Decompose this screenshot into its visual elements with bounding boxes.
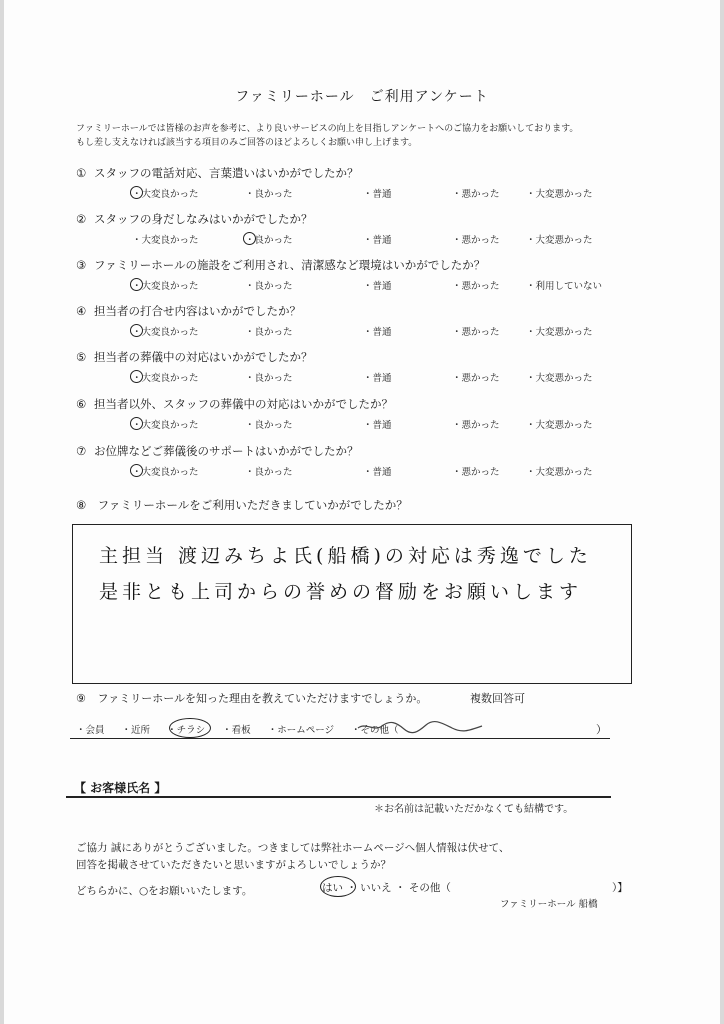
option-5-3[interactable]: ・普通 [363, 373, 392, 384]
option-4-5[interactable]: ・大変悪かった [526, 327, 593, 338]
scan-edge-left [0, 0, 4, 1024]
option-2-2[interactable]: ・良かった [245, 235, 293, 246]
option-1-4[interactable]: ・悪かった [452, 189, 500, 200]
q9-underline [70, 738, 610, 739]
question-4 [76, 303, 301, 319]
footer-line-2: 回答を掲載させていただきたいと思いますがよろしいでしょうか？ [76, 859, 391, 871]
option-6-5[interactable]: ・大変悪かった [526, 420, 593, 431]
selection-circle-3 [130, 278, 143, 291]
question-2-options [0, 232, 724, 246]
store-name: ファミリーホール 船橋 [500, 899, 598, 910]
question-7-options [0, 464, 724, 478]
option-4-3[interactable]: ・普通 [363, 327, 392, 338]
question-3-text: ファミリーホールの施設をご利用され、清潔感など環境はいかがでしたか？ [94, 258, 486, 272]
q9-option-member[interactable]: ・会員 [76, 725, 105, 736]
selection-circle-7 [130, 464, 143, 477]
selection-circle-1 [130, 186, 143, 199]
question-5-number: ⑤ [76, 350, 87, 364]
footer-text [76, 840, 509, 874]
option-5-5[interactable]: ・大変悪かった [526, 373, 593, 384]
question-9-note: 複数回答可 [470, 692, 525, 705]
choice-prompt: どちらかに、○をお願いいたします。 [76, 885, 253, 897]
option-6-2[interactable]: ・良かった [245, 420, 293, 431]
option-3-1[interactable]: ・大変良かった [132, 281, 199, 292]
scan-edge-right [720, 0, 724, 1024]
q9-option-nearby[interactable]: ・近所 [121, 725, 151, 736]
consent-options[interactable]: はい ・ いいえ ・ その他（ [322, 882, 451, 894]
option-1-2[interactable]: ・良かった [245, 189, 293, 200]
option-2-5[interactable]: ・大変悪かった [526, 235, 593, 246]
question-1 [76, 165, 359, 181]
question-5 [76, 349, 313, 365]
selection-circle-5 [130, 370, 143, 383]
q9-option-flyer[interactable]: ・チラシ [167, 725, 206, 736]
option-3-4[interactable]: ・悪かった [452, 281, 500, 292]
comment-box[interactable] [72, 524, 632, 684]
question-5-text: 担当者の葬儀中の対応はいかがでしたか？ [94, 350, 313, 364]
q9-option-other[interactable]: ・その他（ [351, 725, 399, 736]
question-4-number: ④ [76, 304, 87, 318]
option-7-4[interactable]: ・悪かった [452, 467, 500, 478]
q9-option-homepage[interactable]: ・ホームページ [267, 725, 334, 736]
customer-name-line[interactable] [66, 796, 611, 798]
question-2 [76, 211, 313, 227]
question-8 [76, 497, 408, 513]
page-title: ファミリーホール ご利用アンケート [235, 89, 489, 105]
option-3-5[interactable]: ・利用していない [526, 281, 603, 292]
option-6-3[interactable]: ・普通 [363, 420, 392, 431]
question-3-options [0, 278, 724, 292]
option-3-2[interactable]: ・良かった [245, 281, 293, 292]
q9-option-signboard[interactable]: ・看板 [222, 725, 251, 736]
customer-name-note: ＊お名前は記載いただかなくても結構です。 [374, 804, 574, 815]
question-3-number: ③ [76, 258, 87, 272]
question-9-number: ⑨ [76, 692, 86, 705]
question-7 [76, 443, 359, 459]
selection-circle-6 [130, 417, 143, 430]
question-6-options [0, 417, 724, 431]
option-5-2[interactable]: ・良かった [245, 373, 293, 384]
question-6-number: ⑥ [76, 397, 87, 411]
question-8-number: ⑧ [76, 498, 87, 512]
question-6-text: 担当者以外、スタッフの葬儀中の対応はいかがでしたか？ [94, 397, 393, 411]
option-2-4[interactable]: ・悪かった [452, 235, 500, 246]
intro-text [76, 122, 578, 150]
q9-close-paren: ） [596, 723, 607, 736]
question-7-number: ⑦ [76, 444, 87, 458]
consent-close-paren: ）】 [612, 882, 628, 894]
selection-circle-2 [243, 232, 256, 245]
q9-selection-circle [169, 718, 211, 738]
option-2-1[interactable]: ・大変良かった [132, 235, 199, 246]
option-7-3[interactable]: ・普通 [363, 467, 392, 478]
question-9-text: ファミリーホールを知った理由を教えていただけますでしょうか。 [97, 692, 428, 705]
question-8-text: ファミリーホールをご利用いただきましていかがでしたか？ [97, 498, 408, 512]
option-7-1[interactable]: ・大変良かった [132, 467, 199, 478]
option-1-5[interactable]: ・大変悪かった [526, 189, 593, 200]
question-4-options [0, 324, 724, 338]
handwritten-line-2: 是非とも上司からの誉めの督励をお願いします [99, 581, 583, 603]
handwritten-line-1: 主担当 渡辺みちよ氏(船橋)の対応は秀逸でした [99, 545, 592, 567]
intro-line-2: もし差し支えなければ該当する項目のみご回答のほどよろしくお願い申し上げます。 [76, 138, 418, 148]
question-1-number: ① [76, 166, 87, 180]
question-7-text: お位牌などご葬儀後のサポートはいかがでしたか？ [94, 444, 359, 458]
question-6 [76, 396, 393, 412]
intro-line-1: ファミリーホールでは皆様のお声を参考に、より良いサービスの向上を目指しアンケートへのご協力をお願いしております。 [76, 124, 579, 134]
option-6-4[interactable]: ・悪かった [452, 420, 500, 431]
option-4-2[interactable]: ・良かった [245, 327, 293, 338]
question-2-number: ② [76, 212, 87, 226]
option-1-3[interactable]: ・普通 [363, 189, 392, 200]
question-1-text: スタッフの電話対応、言葉遣いはいかがでしたか？ [94, 166, 359, 180]
question-9 [76, 690, 427, 706]
option-6-1[interactable]: ・大変良かった [132, 420, 199, 431]
option-1-1[interactable]: ・大変良かった [132, 189, 199, 200]
option-4-1[interactable]: ・大変良かった [132, 327, 199, 338]
question-5-options [0, 370, 724, 384]
selection-circle-4 [130, 324, 143, 337]
option-7-5[interactable]: ・大変悪かった [526, 467, 593, 478]
question-4-text: 担当者の打合せ内容はいかがでしたか？ [94, 304, 301, 318]
footer-line-1: ご協力 誠にありがとうございました。つきましては弊社ホームページへ個人情報は伏せて、 [76, 842, 510, 854]
option-4-4[interactable]: ・悪かった [452, 327, 500, 338]
question-2-text: スタッフの身だしなみはいかがでしたか？ [94, 212, 313, 226]
option-5-1[interactable]: ・大変良かった [132, 373, 199, 384]
question-1-options [0, 186, 724, 200]
question-3 [76, 257, 485, 273]
option-2-3[interactable]: ・普通 [363, 235, 392, 246]
option-3-3[interactable]: ・普通 [363, 281, 392, 292]
q9-scribble [356, 720, 486, 734]
option-5-4[interactable]: ・悪かった [452, 373, 500, 384]
customer-name-label: 【 お客様氏名 】 [74, 781, 167, 795]
option-7-2[interactable]: ・良かった [245, 467, 293, 478]
